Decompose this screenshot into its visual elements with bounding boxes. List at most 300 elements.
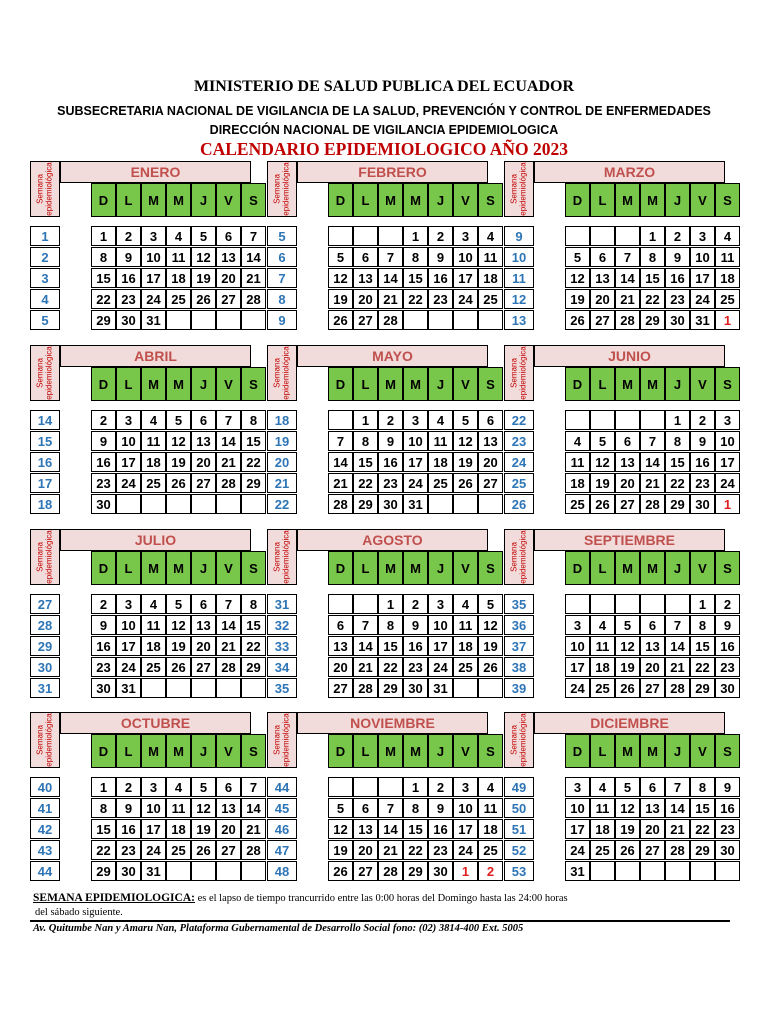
definition-line	[33, 892, 568, 904]
weekday-header: S	[478, 367, 503, 401]
weekday-header: D	[91, 551, 116, 585]
empty-day-cell	[328, 594, 353, 614]
day-cell: 22	[690, 657, 715, 677]
weekday-header: M	[615, 551, 640, 585]
week-number: 37	[504, 636, 534, 656]
day-cell: 27	[353, 310, 378, 330]
weekday-header: M	[615, 367, 640, 401]
day-cell: 10	[453, 798, 478, 818]
day-cell: 9	[378, 431, 403, 451]
week-label-cell	[504, 345, 534, 401]
weekday-header: S	[478, 734, 503, 768]
day-cell: 21	[328, 473, 353, 493]
weekday-header: M	[640, 734, 665, 768]
day-cell: 8	[403, 247, 428, 267]
day-cell: 1	[690, 594, 715, 614]
day-cell: 16	[715, 798, 740, 818]
day-cell: 2	[715, 594, 740, 614]
day-cell: 20	[191, 452, 216, 472]
day-cell: 22	[91, 289, 116, 309]
day-cell: 6	[353, 247, 378, 267]
day-cell: 26	[565, 310, 590, 330]
weekday-header: V	[453, 734, 478, 768]
week-number: 4	[30, 289, 60, 309]
week-number: 29	[30, 636, 60, 656]
month-name: JULIO	[60, 529, 251, 551]
day-cell: 20	[216, 268, 241, 288]
week-number: 34	[267, 657, 297, 677]
weekday-header: D	[565, 734, 590, 768]
day-cell: 22	[353, 473, 378, 493]
week-number: 22	[267, 494, 297, 514]
empty-day-cell	[640, 861, 665, 881]
day-cell: 17	[690, 268, 715, 288]
day-cell: 7	[216, 410, 241, 430]
day-cell: 24	[428, 657, 453, 677]
day-cell: 10	[690, 247, 715, 267]
day-cell: 5	[453, 410, 478, 430]
day-cell: 5	[590, 431, 615, 451]
day-cell: 24	[565, 840, 590, 860]
day-cell: 18	[453, 636, 478, 656]
day-cell: 16	[428, 268, 453, 288]
day-cell: 18	[478, 819, 503, 839]
day-cell: 29	[91, 310, 116, 330]
day-cell: 14	[328, 452, 353, 472]
day-cell: 23	[116, 840, 141, 860]
week-number: 5	[30, 310, 60, 330]
month-name: JUNIO	[534, 345, 725, 367]
day-cell: 30	[91, 494, 116, 514]
definition-term: SEMANA EPIDEMIOLOGICA:	[33, 892, 195, 904]
week-number: 18	[267, 410, 297, 430]
day-cell: 5	[191, 226, 216, 246]
day-cell: 28	[615, 310, 640, 330]
day-cell: 4	[590, 777, 615, 797]
day-cell: 27	[191, 473, 216, 493]
day-cell: 1	[403, 777, 428, 797]
day-cell: 19	[615, 657, 640, 677]
week-label: Semana epidemiológica	[510, 162, 528, 216]
day-cell: 26	[478, 657, 503, 677]
day-cell: 17	[428, 636, 453, 656]
week-number: 39	[504, 678, 534, 698]
weekday-header: S	[715, 551, 740, 585]
day-cell: 4	[715, 226, 740, 246]
day-cell: 28	[665, 840, 690, 860]
day-cell: 30	[91, 678, 116, 698]
day-cell: 19	[328, 289, 353, 309]
day-cell: 5	[615, 615, 640, 635]
day-cell: 11	[141, 431, 166, 451]
day-cell: 10	[428, 615, 453, 635]
empty-day-cell	[141, 494, 166, 514]
empty-day-cell	[241, 494, 266, 514]
day-cell: 8	[91, 798, 116, 818]
week-label: Semana epidemiológica	[510, 530, 528, 584]
weekday-header: M	[640, 367, 665, 401]
day-cell: 29	[378, 678, 403, 698]
weekday-header: M	[378, 183, 403, 217]
weekday-header: V	[216, 367, 241, 401]
day-cell: 3	[403, 410, 428, 430]
day-cell: 28	[665, 678, 690, 698]
day-cell: 1	[353, 410, 378, 430]
empty-day-cell	[216, 494, 241, 514]
day-cell: 10	[565, 636, 590, 656]
week-number: 9	[267, 310, 297, 330]
day-cell: 12	[590, 452, 615, 472]
day-cell: 6	[216, 777, 241, 797]
month-name: ENERO	[60, 161, 251, 183]
week-number: 31	[267, 594, 297, 614]
day-cell: 6	[590, 247, 615, 267]
day-cell: 9	[428, 798, 453, 818]
empty-day-cell	[478, 678, 503, 698]
empty-day-cell	[166, 310, 191, 330]
day-cell: 8	[665, 431, 690, 451]
weekday-header: M	[141, 367, 166, 401]
day-cell: 29	[403, 861, 428, 881]
day-cell: 22	[665, 473, 690, 493]
week-label-cell	[267, 161, 297, 217]
day-cell: 31	[141, 310, 166, 330]
empty-day-cell	[715, 861, 740, 881]
day-cell: 16	[378, 452, 403, 472]
day-cell: 21	[378, 289, 403, 309]
day-cell: 4	[166, 777, 191, 797]
day-cell: 25	[428, 473, 453, 493]
day-cell: 2	[403, 594, 428, 614]
day-cell: 23	[378, 473, 403, 493]
empty-day-cell	[428, 494, 453, 514]
weekday-header: J	[428, 734, 453, 768]
day-cell: 15	[91, 268, 116, 288]
month-name: ABRIL	[60, 345, 251, 367]
day-cell: 12	[615, 636, 640, 656]
empty-day-cell	[116, 494, 141, 514]
day-cell: 9	[665, 247, 690, 267]
week-label: Semana epidemiológica	[273, 713, 291, 767]
day-cell: 16	[665, 268, 690, 288]
day-cell: 6	[328, 615, 353, 635]
week-number: 28	[30, 615, 60, 635]
day-cell: 5	[328, 247, 353, 267]
empty-day-cell	[453, 310, 478, 330]
weekday-header: V	[690, 551, 715, 585]
day-cell: 15	[690, 798, 715, 818]
day-cell: 29	[91, 861, 116, 881]
day-cell: 9	[715, 615, 740, 635]
day-cell: 2	[116, 777, 141, 797]
week-number: 13	[504, 310, 534, 330]
day-cell: 3	[453, 226, 478, 246]
week-number: 14	[30, 410, 60, 430]
week-number: 32	[267, 615, 297, 635]
day-cell: 18	[166, 819, 191, 839]
day-cell: 26	[590, 494, 615, 514]
weekday-header: M	[615, 734, 640, 768]
day-cell: 29	[665, 494, 690, 514]
day-cell: 16	[116, 819, 141, 839]
definition-text-2: del sábado siguiente.	[35, 907, 123, 918]
empty-day-cell	[353, 777, 378, 797]
day-cell: 2	[690, 410, 715, 430]
day-cell: 21	[216, 636, 241, 656]
day-cell: 13	[191, 615, 216, 635]
empty-day-cell	[615, 594, 640, 614]
empty-day-cell	[191, 861, 216, 881]
day-cell: 13	[640, 798, 665, 818]
day-cell: 16	[403, 636, 428, 656]
day-cell: 23	[91, 473, 116, 493]
weekday-header: D	[565, 367, 590, 401]
day-cell: 4	[166, 226, 191, 246]
week-number: 26	[504, 494, 534, 514]
day-cell: 22	[378, 657, 403, 677]
weekday-header: D	[91, 367, 116, 401]
day-cell: 18	[565, 473, 590, 493]
day-cell: 12	[328, 268, 353, 288]
month-name: DICIEMBRE	[534, 712, 725, 734]
day-cell: 20	[353, 289, 378, 309]
week-number: 12	[504, 289, 534, 309]
weekday-header: M	[166, 183, 191, 217]
empty-day-cell	[428, 310, 453, 330]
empty-day-cell	[166, 678, 191, 698]
day-cell: 9	[116, 798, 141, 818]
day-cell: 27	[640, 678, 665, 698]
day-cell: 19	[328, 840, 353, 860]
weekday-header: M	[615, 183, 640, 217]
weekday-header: M	[640, 551, 665, 585]
day-cell: 29	[241, 473, 266, 493]
day-cell: 18	[141, 452, 166, 472]
day-cell: 6	[478, 410, 503, 430]
week-label-cell	[267, 529, 297, 585]
day-cell: 31	[690, 310, 715, 330]
calendar-title: CALENDARIO EPIDEMIOLOGICO AÑO 2023	[199, 139, 569, 159]
weekday-header: J	[191, 367, 216, 401]
day-cell: 4	[453, 594, 478, 614]
weekday-header: D	[328, 367, 353, 401]
day-cell: 4	[590, 615, 615, 635]
day-cell: 20	[191, 636, 216, 656]
day-cell: 26	[453, 473, 478, 493]
day-cell: 12	[453, 431, 478, 451]
week-number: 35	[267, 678, 297, 698]
day-cell: 29	[690, 678, 715, 698]
day-cell: 25	[478, 840, 503, 860]
subsecretaria-title: SUBSECRETARIA NACIONAL DE VIGILANCIA DE LA SALUD, PREVENCIÓN Y CONTROL DE ENFERMEDADES	[57, 104, 711, 118]
day-cell: 23	[403, 657, 428, 677]
weekday-header: D	[91, 734, 116, 768]
day-cell: 28	[378, 310, 403, 330]
day-cell: 11	[715, 247, 740, 267]
week-number: 52	[504, 840, 534, 860]
day-cell: 3	[453, 777, 478, 797]
day-cell: 24	[715, 473, 740, 493]
day-cell: 19	[565, 289, 590, 309]
day-cell: 10	[403, 431, 428, 451]
day-cell: 7	[640, 431, 665, 451]
day-cell: 14	[640, 452, 665, 472]
day-cell: 13	[615, 452, 640, 472]
week-number: 38	[504, 657, 534, 677]
day-cell: 27	[216, 840, 241, 860]
day-cell: 8	[378, 615, 403, 635]
day-cell: 6	[640, 615, 665, 635]
day-cell: 18	[478, 268, 503, 288]
weekday-header: M	[141, 734, 166, 768]
weekday-header: L	[590, 367, 615, 401]
week-number: 44	[30, 861, 60, 881]
week-number: 7	[267, 268, 297, 288]
weekday-header: V	[690, 367, 715, 401]
day-cell: 7	[241, 226, 266, 246]
day-cell: 10	[116, 615, 141, 635]
empty-day-cell	[166, 494, 191, 514]
weekday-header: M	[403, 734, 428, 768]
weekday-header: S	[715, 734, 740, 768]
day-cell: 7	[216, 594, 241, 614]
empty-day-cell	[216, 310, 241, 330]
day-cell: 27	[615, 494, 640, 514]
empty-day-cell	[241, 861, 266, 881]
day-cell: 8	[690, 777, 715, 797]
day-cell: 13	[478, 431, 503, 451]
weekday-header: V	[216, 551, 241, 585]
day-cell: 7	[665, 615, 690, 635]
empty-day-cell	[191, 310, 216, 330]
day-cell: 21	[353, 657, 378, 677]
week-number: 51	[504, 819, 534, 839]
day-cell: 4	[428, 410, 453, 430]
month-name: AGOSTO	[297, 529, 488, 551]
weekday-header: L	[116, 551, 141, 585]
day-cell: 9	[403, 615, 428, 635]
week-number: 30	[30, 657, 60, 677]
weekday-header: L	[590, 551, 615, 585]
day-cell: 1	[403, 226, 428, 246]
day-cell: 31	[565, 861, 590, 881]
weekday-header: S	[241, 734, 266, 768]
day-cell: 10	[453, 247, 478, 267]
day-cell: 15	[690, 636, 715, 656]
week-number: 45	[267, 798, 297, 818]
day-cell: 20	[353, 840, 378, 860]
day-cell: 12	[191, 798, 216, 818]
weekday-header: L	[116, 367, 141, 401]
day-cell: 1	[715, 310, 740, 330]
weekday-header: J	[191, 734, 216, 768]
footer-divider	[30, 920, 730, 922]
weekday-header: L	[116, 183, 141, 217]
week-number: 1	[30, 226, 60, 246]
weekday-header: V	[690, 183, 715, 217]
day-cell: 27	[640, 840, 665, 860]
weekday-header: S	[715, 183, 740, 217]
day-cell: 7	[378, 798, 403, 818]
day-cell: 18	[590, 819, 615, 839]
weekday-header: M	[141, 183, 166, 217]
day-cell: 14	[378, 268, 403, 288]
empty-day-cell	[590, 410, 615, 430]
day-cell: 19	[166, 452, 191, 472]
day-cell: 15	[378, 636, 403, 656]
day-cell: 13	[328, 636, 353, 656]
weekday-header: L	[353, 367, 378, 401]
day-cell: 17	[715, 452, 740, 472]
day-cell: 29	[353, 494, 378, 514]
day-cell: 11	[166, 798, 191, 818]
day-cell: 9	[428, 247, 453, 267]
weekday-header: V	[216, 734, 241, 768]
week-number: 42	[30, 819, 60, 839]
day-cell: 17	[403, 452, 428, 472]
day-cell: 1	[640, 226, 665, 246]
day-cell: 23	[116, 289, 141, 309]
day-cell: 31	[141, 861, 166, 881]
week-number: 36	[504, 615, 534, 635]
day-cell: 2	[665, 226, 690, 246]
empty-day-cell	[640, 594, 665, 614]
weekday-header: V	[453, 367, 478, 401]
day-cell: 28	[328, 494, 353, 514]
day-cell: 12	[166, 431, 191, 451]
day-cell: 26	[615, 840, 640, 860]
day-cell: 28	[353, 678, 378, 698]
day-cell: 12	[166, 615, 191, 635]
day-cell: 22	[241, 636, 266, 656]
day-cell: 5	[615, 777, 640, 797]
week-number: 48	[267, 861, 297, 881]
weekday-header: J	[665, 734, 690, 768]
day-cell: 11	[590, 798, 615, 818]
week-label: Semana epidemiológica	[273, 530, 291, 584]
week-label: Semana epidemiológica	[36, 713, 54, 767]
week-label: Semana epidemiológica	[510, 713, 528, 767]
day-cell: 5	[191, 777, 216, 797]
week-number: 24	[504, 452, 534, 472]
weekday-header: J	[665, 367, 690, 401]
day-cell: 2	[116, 226, 141, 246]
day-cell: 19	[453, 452, 478, 472]
day-cell: 5	[166, 410, 191, 430]
weekday-header: L	[590, 183, 615, 217]
day-cell: 4	[478, 226, 503, 246]
week-label: Semana epidemiológica	[36, 530, 54, 584]
week-number: 40	[30, 777, 60, 797]
week-number: 53	[504, 861, 534, 881]
day-cell: 15	[353, 452, 378, 472]
day-cell: 22	[403, 840, 428, 860]
day-cell: 30	[690, 494, 715, 514]
day-cell: 26	[328, 310, 353, 330]
empty-day-cell	[328, 410, 353, 430]
empty-day-cell	[241, 310, 266, 330]
weekday-header: J	[665, 551, 690, 585]
day-cell: 15	[241, 615, 266, 635]
day-cell: 2	[428, 226, 453, 246]
day-cell: 24	[141, 840, 166, 860]
definition-text: es el lapso de tiempo trancurrido entre las 0:00 horas del Domingo hasta las 24:00 horas	[194, 893, 568, 904]
week-number: 16	[30, 452, 60, 472]
day-cell: 12	[478, 615, 503, 635]
day-cell: 30	[715, 840, 740, 860]
weekday-header: L	[353, 734, 378, 768]
day-cell: 24	[116, 473, 141, 493]
